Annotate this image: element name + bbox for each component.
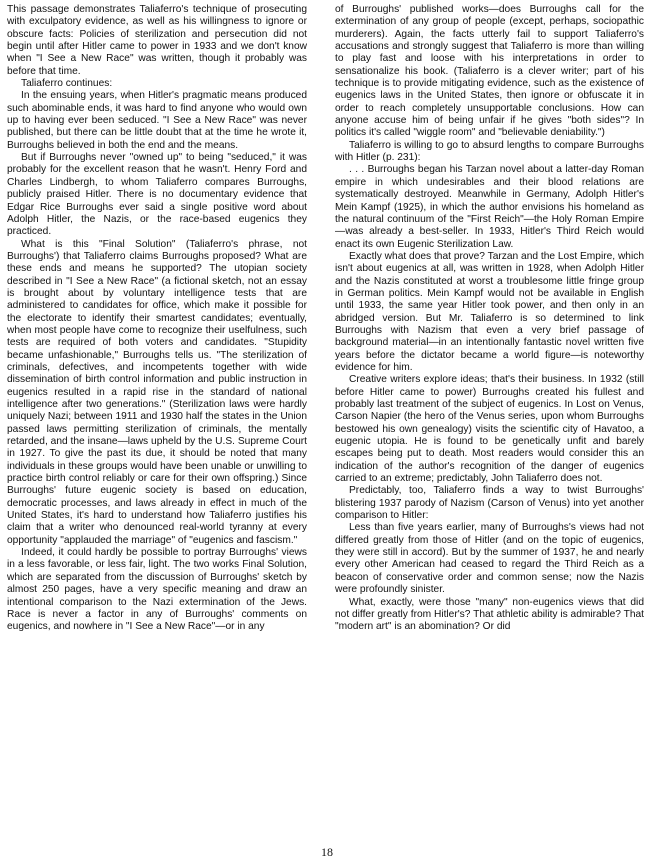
block-quote: Less than five years earlier, many of Burroughs's views had not differed greatly from those of Hitler (and on the topic of eugenics, they were still in accord). But by the summer of 1937, he and nearly every other American had ceased to regard the Third Reich as a beacon of conservative order and common sense; now the Nazis were profoundly sinister.: [335, 522, 644, 596]
paragraph: Taliaferro is willing to go to absurd lengths to compare Burroughs with Hitler (p. 231):: [335, 139, 644, 164]
paragraph: But if Burroughs never "owned up" to being "seduced," it was probably for the excellent reason that he wasn't. Henry Ford and Charles Lindbergh, to whom Taliaferro compares Burroughs, publicly praised Hitler. There is no documentary evidence that Edgar Rice Burroughs ever said a single positive word about Adolph Hitler, the Nazis, or the race-based eugenics they practiced.: [7, 152, 307, 238]
paragraph: Predictably, too, Taliaferro finds a way to twist Burroughs' blistering 1937 parody of Nazism (Carson of Venus) into yet another comparison to Hitler:: [335, 485, 644, 522]
paragraph: Taliaferro continues:: [21, 78, 113, 90]
block-quote: In the ensuing years, when Hitler's pragmatic means produced such abominable ends, it was hard to find anyone who would own up to having ever been seduced. "I See a New Race" was never published, but there can be little doubt that at the time he wrote it, Burroughs believed in both the end and the means.: [7, 90, 307, 151]
right-column: [335, 4, 644, 634]
paragraph: What, exactly, were those "many" non-eugenics views that did not differ greatly from Hitler's? That athletic ability is admirable? That "modern art" is an abomination? Or did: [335, 596, 644, 633]
paragraph: Indeed, it could hardly be possible to portray Burroughs' views in a less favorable, or less fair, light. The two works Final Solution, which are separated from the discussion of Burroughs' sketch by almost 250 pages, have a very specific meaning and draw an intentional comparison to the Nazi extermination of the Jews. Race is never a factor in any of Burroughs' comments on eugenics, and nowhere in "I See a New Race"—or in any: [7, 547, 307, 633]
paragraph: What is this "Final Solution" (Taliaferro's phrase, not Burroughs') that Taliaferro claims Burroughs proposed? What are these ends and means he supported? The utopian society described in "I See a New Race" (a fictional sketch, not an essay is brought about by voluntary intelligence tests that are administered to candidates for office, which make it possible for the electorate to identify their smartest candidates; eventually, when most people have come to recognize their uselfulness, such tests are required of both voters and candidates. "Stupidity became unfashionable," Burroughs tells us. "The sterilization of criminals, defectives, and incompetents together with wide dissemination of birth control information and public instruction in eugenics resulted in a rapid rise in the standard of national intelligence after two generations." (Sterilization laws were hardly uniquely Nazi; between 1911 and 1930 half the states in the Union passed laws permitting sterilization of criminals, the mentally retarded, and the insane—laws upheld by the U.S. Supreme Court in 1927. To give the past its due, it should be noted that many individuals in these groups would have been unable or unwilling to practice birth control reliably or care for their own offspring.) Since Burroughs' future eugenic society is based on education, democratic processes, and laws already in effect in much of the United States, it's hard to understand how Taliaferro justifies his claim that a writer who denounced real-world tyranny at every opportunity "applauded the marriage" of "eugenics and fascism.": [7, 238, 307, 546]
left-column: [7, 4, 307, 634]
page-number: 18: [321, 845, 333, 859]
paragraph: This passage demonstrates Taliaferro's technique of prosecuting with exculpatory evidence, as well as his willingness to ignore or obscure facts: Policies of sterilization and persecution did not begin until after Hitler came to power in 1933 and we don't know when "I See a New Race" was written, though it probably was before that time.: [7, 4, 307, 77]
paragraph: of Burroughs' published works—does Burroughs call for the extermination of any group of people (except, perhaps, sociopathic murderers). Again, the facts utterly fail to support Taliaferro's accusations and strongly suggest that Taliaferro is more than willing to play fast and loose with his interpretations in order to sensationalize his book. (Taliaferro is a clever writer; part of his technique is to provide mitigating evidence, such as the existence of eugenics laws in the United States, then ignore or obfuscate it in order to reach completely unsupportable conclusions. How can anyone accuse him of being unfair if he gives "both sides"? In politics it's called "wiggle room" and "believable deniability."): [335, 4, 644, 139]
paragraph: Exactly what does that prove? Tarzan and the Lost Empire, which isn't about eugenics at all, was written in 1928, when Adolph Hitler and the Nazis constituted at worst a troublesome little fringe group in German politics. Mein Kampf would not be available in English until 1933, the same year Hitler took power, and then only in an abridged version. But Mr. Taliaferro is so determined to link Burroughs with Nazism that even a very brief passage of background material—in an intentionally fantastic novel written five years before the dictator became a world figure—is noteworthy evidence for him.: [335, 250, 644, 373]
block-quote: . . . Burroughs began his Tarzan novel about a latter-day Roman empire in which undesirables and their blood relations are systematically destroyed. Meanwhile in Germany, Adolph Hitler's Mein Kampf (1925), in which the author envisions his homeland as the natural continuum of the "First Reich"—the Holy Roman Empire—was already a best-seller. In 1933, Hitler's Third Reich would enact its own Eugenic Sterilization Law.: [335, 164, 644, 250]
paragraph: Creative writers explore ideas; that's their business. In 1932 (still before Hitler came to power) Burroughs created his fullest and probably last treatment of the subject of eugenics. In Lost on Venus, Carson Napier (the hero of the Venus series, upon whom Burroughs bestowed his own genealogy) visits the scientific city of Havatoo, a eugenic utopia. He is found to be genetically unfit and barely escapes being put to death. Most readers would consider this an indication of the author's recognition of the danger of eugenics carried to an extreme; predictably, John Taliaferro does not.: [335, 374, 644, 485]
